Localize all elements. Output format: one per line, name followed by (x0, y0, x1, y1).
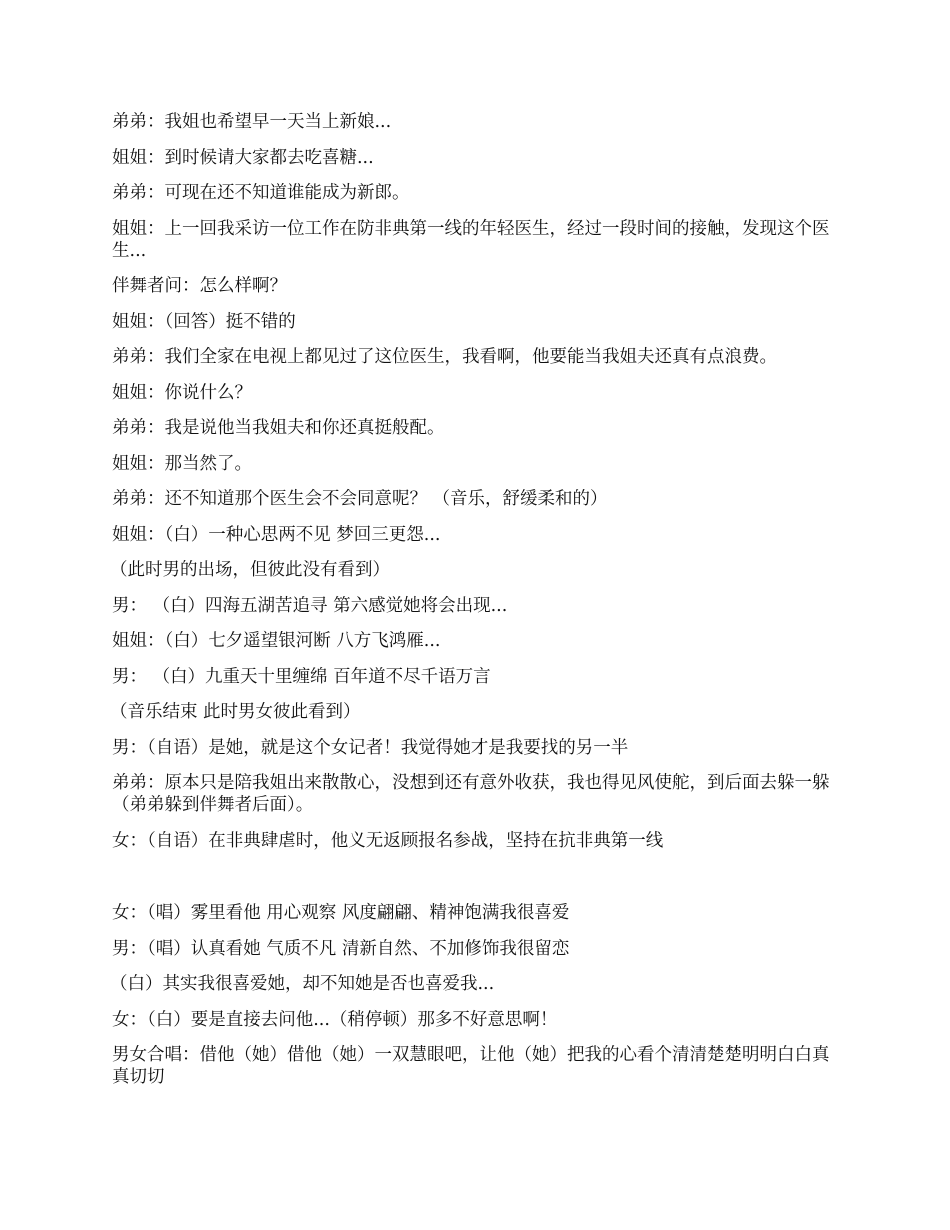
dialogue-line: 男女合唱：借他（她）借他（她）一双慧眼吧，让他（她）把我的心看个清清楚楚明明白白真真切切 (112, 1045, 830, 1087)
dialogue-line: 弟弟：原本只是陪我姐出来散散心，没想到还有意外收获，我也得见风使舵，到后面去躲一躲（弟弟躲到伴舞者后面）。 (112, 773, 830, 815)
stage-direction: （此时男的出场，但彼此没有看到） (110, 560, 390, 580)
dialogue-section-1 (112, 111, 842, 852)
dialogue-line: 姐姐：（回答）挺不错的 (112, 311, 296, 332)
dialogue-line: 女：（唱）雾里看他 用心观察 风度翩翩、精神饱满我很喜爱 (112, 903, 570, 923)
dialogue-section-2 (112, 902, 842, 1088)
document-page (112, 111, 842, 1102)
dialogue-line: 姐姐：那当然了。 (112, 453, 252, 474)
dialogue-line: 男：（自语）是她，就是这个女记者！我觉得她才是我要找的另一半 (112, 737, 629, 758)
dialogue-line: 姐姐：你说什么？ (112, 382, 252, 403)
dialogue-line: 女：（自语）在非典肆虐时，他义无返顾报名参战，坚持在抗非典第一线 (112, 830, 664, 851)
dialogue-line: 姐姐：（白）一种心思两不见 梦回三更怨... (112, 524, 441, 545)
section-spacer (112, 865, 842, 902)
dialogue-line: 姐姐：（白）七夕遥望银河断 八方飞鸿雁... (112, 631, 441, 651)
dialogue-line: 弟弟：我们全家在电视上都见过了这位医生，我看啊，他要能当我姐夫还真有点浪费。 (112, 347, 777, 367)
dialogue-line: 男：（唱）认真看她 气质不凡 清新自然、不加修饰我很留恋 (112, 938, 570, 959)
dialogue-line: 弟弟：可现在还不知道谁能成为新郎。 (112, 183, 410, 203)
dialogue-line: 弟弟：我姐也希望早一天当上新娘... (112, 112, 392, 132)
dialogue-line: 姐姐：上一回我采访一位工作在防非典第一线的年轻医生，经过一段时间的接触，发现这个医生... (112, 218, 830, 261)
dialogue-line: 男： （白）四海五湖苦追寻 第六感觉她将会出现... (112, 595, 508, 616)
dialogue-line: 弟弟：我是说他当我姐夫和你还真挺般配。 (112, 418, 445, 438)
dialogue-line: 女：（白）要是直接去问他...（稍停顿）那多不好意思啊！ (112, 1009, 558, 1030)
dialogue-line: 伴舞者问：怎么样啊？ (112, 276, 287, 296)
stage-direction: （音乐结束 此时男女彼此看到） (110, 702, 361, 722)
stage-direction: （白）其实我很喜爱她，却不知她是否也喜爱我... (110, 974, 495, 994)
dialogue-line: 男： （白）九重天十里缠绵 百年道不尽千语万言 (112, 666, 491, 687)
dialogue-line: 姐姐：到时候请大家都去吃喜糖... (112, 147, 374, 168)
dialogue-line: 弟弟：还不知道那个医生会不会同意呢？ （音乐，舒缓柔和的） (112, 489, 608, 509)
